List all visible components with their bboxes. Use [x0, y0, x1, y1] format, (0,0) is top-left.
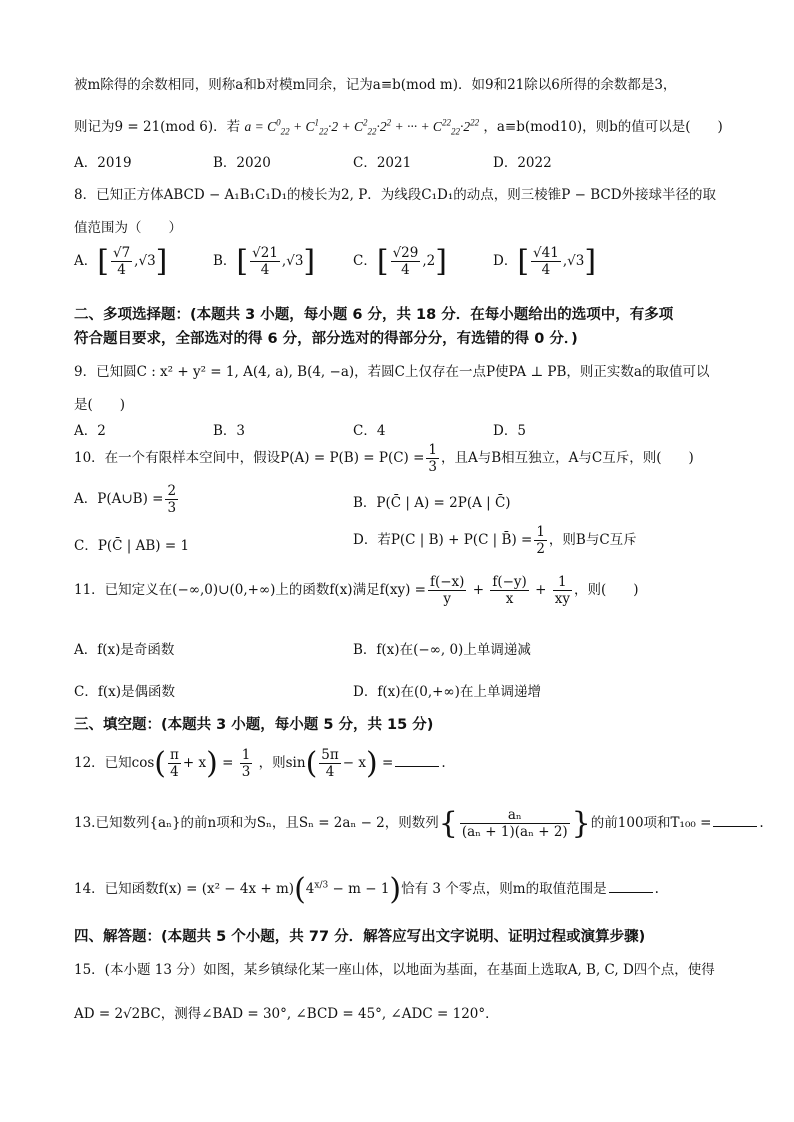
q15-line1: 15．(本小题 13 分）如图，某乡镇绿化某一座山体，以地面为基面，在基面上选取A, B, C, D四个点，使得 [74, 962, 715, 978]
q11-stem: 11．已知定义在(−∞,0)∪(0,+∞)上的函数f(x)满足f(xy) = $\frac{f(-x)}{y}$ + $\frac{f(-y)}{x}$ + $\frac{1}{xy}$ ，则( ) [74, 574, 639, 607]
q7-line2 [74, 115, 723, 137]
section4-heading: 四、解答题：(本题共 5 个小题，共 77 分．解答应写出文字说明、证明过程或演算步骤) [74, 929, 646, 945]
q9-line2: 是( ) [74, 397, 126, 413]
q10-stem: 10．在一个有限样本空间中，假设P(A) = P(B) = P(C) = $\frac{1}{3}$ ，且A与B相互独立，A与C互斥，则( ) [74, 442, 694, 475]
q15-line2: AD = 2√2BC，测得∠BAD = 30°, ∠BCD = 45°, ∠ADC = 120°． [74, 1006, 499, 1022]
q8-line2: 值范围为（ ） [74, 220, 182, 236]
q9-line1: 9．已知圆C : x² + y² = 1, A(4, a), B(4, −a)，若圆C上仅存在一点P使PA ⊥ PB，则正实数a的取值可以 [74, 364, 710, 380]
q7-option-a[interactable]: A．2019 [74, 155, 132, 171]
q14-answer-blank[interactable] [609, 880, 653, 893]
q13-answer-blank[interactable] [713, 814, 757, 827]
q7-option-b[interactable]: B．2020 [213, 155, 271, 171]
q10-option-b[interactable]: B．P(C̄ | A) = 2P(A | C̄) [353, 495, 511, 511]
q9-option-d[interactable]: D．5 [493, 423, 526, 439]
q9-option-b[interactable]: B．3 [213, 423, 246, 439]
q7-binomial-sum: $a = C^0_{22} + C^1_{22}\cdot 2 + C^2_{22}\cdot 2^2$ + ··· + $C^{22}_{22}\cdot 2^{22}$ [244, 117, 480, 137]
q10-option-c[interactable]: C．P(C̄ | AB) = 1 [74, 538, 190, 554]
q11-option-c[interactable]: C．f(x)是偶函数 [74, 684, 175, 700]
q8-option-b[interactable]: B．[ $\frac{√21}{4}$ ,√3] [213, 244, 316, 279]
q14-line: 14．已知函数$f(x) = (x^2 - 4x + m)(4^{x/3} - m - 1)$恰有 3 个零点，则m的取值范围是 . [74, 872, 659, 907]
q12-line: 12．已知cos( $\frac{\pi}{4}$ + x) = $\frac{1}{3}$ ，则sin( $\frac{5\pi}{4}$ − x) = . [74, 746, 446, 781]
q11-option-b[interactable]: B．f(x)在(−∞, 0)上单调递减 [353, 642, 531, 658]
q8-option-c[interactable]: C．[ $\frac{√29}{4}$ ,2] [353, 244, 447, 279]
section2-heading-line2: 符合题目要求，全部选对的得 6 分，部分选对的得部分分，有选错的得 0 分．) [74, 331, 578, 347]
q9-option-c[interactable]: C．4 [353, 423, 386, 439]
q9-option-a[interactable]: A．2 [74, 423, 106, 439]
q10-option-a[interactable]: A．P(A∪B) = $\frac{2}{3}$ [74, 483, 177, 516]
q11-option-a[interactable]: A．f(x)是奇函数 [74, 642, 175, 658]
q13-line: 13.已知数列{aₙ}的前n项和为Sₙ，且Sₙ = 2aₙ − 2，则数列{ $\frac{\text{aₙ}}{\text{(aₙ + 1)(aₙ + 2)}}$ }的前100项和T₁₀₀ = . [74, 806, 764, 841]
q7-option-c[interactable]: C．2021 [353, 155, 412, 171]
q8-option-d[interactable]: D．[ $\frac{√41}{4}$ ,√3] [493, 244, 597, 279]
q8-line1: 8．已知正方体ABCD − A₁B₁C₁D₁的棱长为2, P．为线段C₁D₁的动点，则三棱锥P − BCD外接球半径的取 [74, 187, 717, 203]
q7-line2-a: 则记为9 = 21(mod 6)．若 [74, 119, 241, 135]
q7-line1: 被m除得的余数相同，则称a和b对模m同余，记为a≡b(mod m)．如9和21除以6所得的余数都是3， [74, 77, 677, 93]
section2-heading-line1: 二、多项选择题：(本题共 3 小题，每小题 6 分，共 18 分．在每小题给出的选项中，有多项 [74, 307, 674, 323]
q8-option-a[interactable]: A．[ $\frac{√7}{4}$ ,√3] [74, 244, 168, 279]
q7-line2-c: ，a≡b(mod10)，则b的值可以是( ) [483, 119, 723, 135]
q10-option-d[interactable]: D．若P(C | B) + P(C | B̄) = $\frac{1}{2}$ ，则B与C互斥 [353, 524, 637, 557]
section3-heading: 三、填空题：(本题共 3 小题，每小题 5 分，共 15 分) [74, 717, 434, 733]
q11-option-d[interactable]: D．f(x)在(0,+∞)在上单调递增 [353, 684, 541, 700]
q12-answer-blank[interactable] [395, 754, 439, 767]
q7-option-d[interactable]: D．2022 [493, 155, 552, 171]
